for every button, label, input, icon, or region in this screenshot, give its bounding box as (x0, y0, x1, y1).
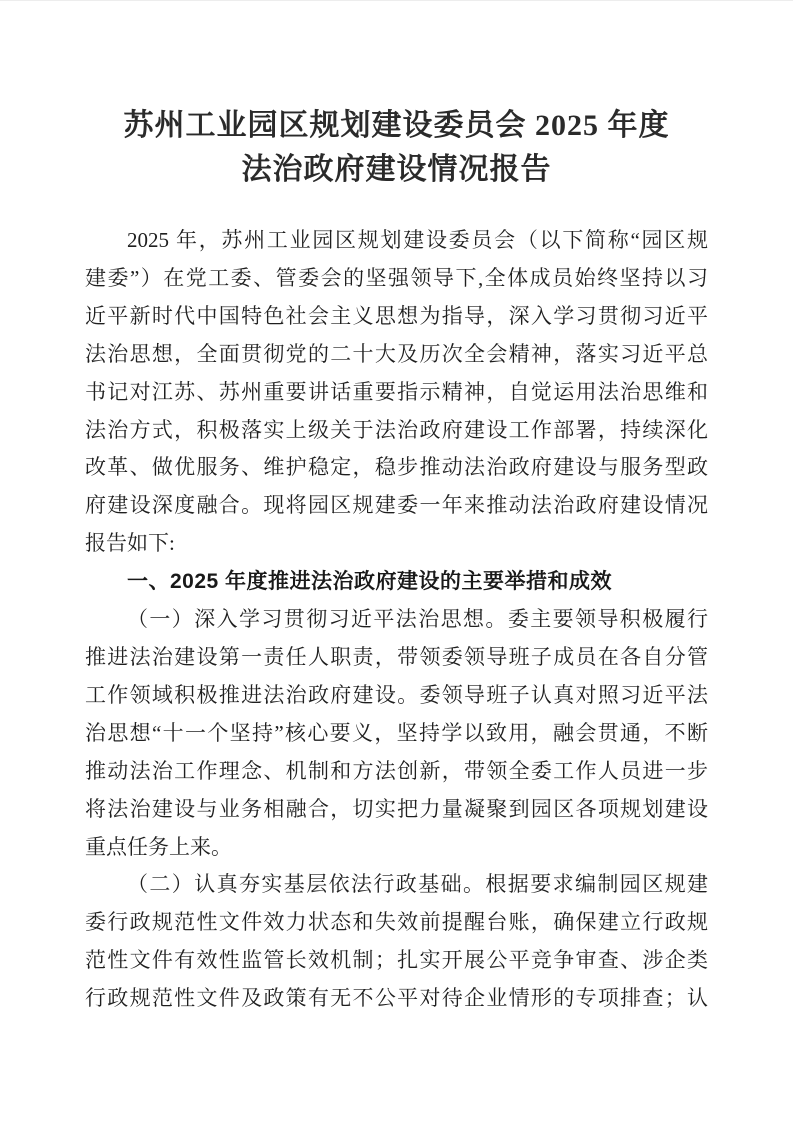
text-line: 推进法治建设第一责任人职责，带领委领导班子成员在各自分管 (85, 644, 708, 669)
paragraph (85, 866, 708, 1018)
text-line: 近平新时代中国特色社会主义思想为指导，深入学习贯彻习近平 (85, 303, 708, 328)
paragraph (85, 601, 708, 866)
paragraph-lead-sentence: （一）深入学习贯彻习近平法治思想。 (127, 607, 508, 632)
document-body (85, 222, 708, 1018)
text-line: 建委”）在党工委、管委会的坚强领导下,全体成员始终坚持以习 (85, 265, 708, 290)
text-line (85, 866, 708, 904)
document-title-line-2: 法治政府建设情况报告 (241, 153, 552, 186)
text-line: 工作领域积极推进法治政府建设。委领导班子认真对照习近平法 (85, 682, 708, 707)
paragraph-lead-sentence: （二）认真夯实基层依法行政基础。 (127, 872, 486, 897)
text-line: 治思想“十一个坚持”核心要义，坚持学以致用，融会贯通，不断 (85, 720, 708, 745)
text-line: 范性文件有效性监管长效机制；扎实开展公平竞争审查、涉企类 (85, 948, 708, 973)
document-title-line-1: 苏州工业园区规划建设委员会 2025 年度 (123, 109, 670, 142)
text-line: 行政规范性文件及政策有无不公平对待企业情形的专项排查；认 (85, 986, 708, 1011)
text-line: 重点任务上来。 (85, 834, 232, 859)
text-line: 委行政规范性文件效力状态和失效前提醒台账，确保建立行政规 (85, 910, 708, 935)
text-line: 法治方式，积极落实上级关于法治政府建设工作部署，持续深化 (85, 417, 708, 442)
text-line: 推动法治工作理念、机制和方法创新，带领全委工作人员进一步 (85, 758, 708, 783)
text-line: 将法治建设与业务相融合，切实把力量凝聚到园区各项规划建设 (85, 796, 708, 821)
text-line: 府建设深度融合。现将园区规建委一年来推动法治政府建设情况 (85, 493, 708, 518)
paragraph (85, 222, 708, 563)
text-line: 书记对江苏、苏州重要讲话重要指示精神，自觉运用法治思维和 (85, 379, 708, 404)
section-heading (85, 563, 708, 601)
text-line: 报告如下: (85, 531, 175, 556)
text-line: 改革、做优服务、维护稳定，稳步推动法治政府建设与服务型政 (85, 455, 708, 480)
text-line: 一、2025 年度推进法治政府建设的主要举措和成效 (127, 570, 613, 594)
text-line: 2025 年，苏州工业园区规划建设委员会（以下简称“园区规 (127, 228, 708, 252)
text-line (85, 601, 708, 639)
document-title (85, 104, 708, 192)
text-line: 法治思想，全面贯彻党的二十大及历次全会精神，落实习近平总 (85, 341, 708, 366)
paragraph-text: 根据要求编制园区规建 (485, 872, 709, 897)
paragraph-text: 委主要领导积极履行 (507, 607, 709, 632)
